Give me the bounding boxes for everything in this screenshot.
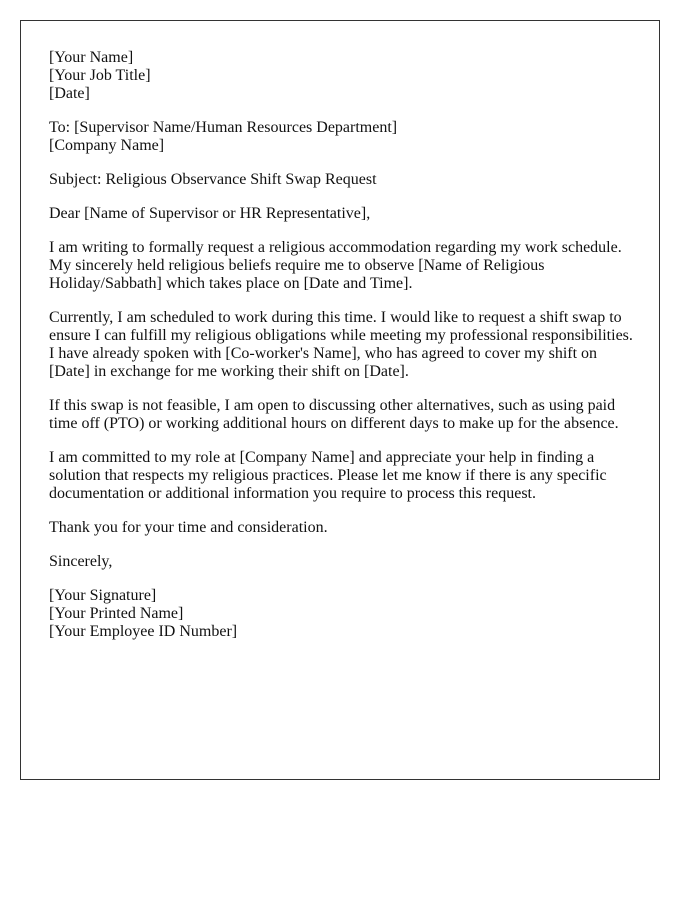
body-paragraph-commitment [49, 449, 631, 503]
recipient-company: [Company Name] [49, 137, 165, 154]
signature-placeholder: [Your Signature] [49, 587, 157, 604]
recipient-to: To: [Supervisor Name/Human Resources Department] [49, 119, 398, 136]
sender-date: [Date] [49, 85, 90, 102]
paragraph-line: Thank you for your time and consideration. [49, 519, 328, 536]
closing-text: Sincerely, [49, 553, 113, 570]
subject-line [49, 171, 631, 189]
sender-block [49, 49, 631, 103]
paragraph-line: [Date] in exchange for me working their shift on [Date]. [49, 363, 409, 380]
recipient-block [49, 119, 631, 155]
paragraph-line: ensure I can fulfill my religious obligations while meeting my professional responsibilities. [49, 327, 633, 344]
sender-job-title: [Your Job Title] [49, 67, 151, 84]
paragraph-line: solution that respects my religious practices. Please let me know if there is any specific [49, 467, 607, 484]
printed-name-placeholder: [Your Printed Name] [49, 605, 184, 622]
salutation-text: Dear [Name of Supervisor or HR Representative], [49, 205, 371, 222]
salutation [49, 205, 631, 223]
body-paragraph-request [49, 239, 631, 293]
body-paragraph-alternatives [49, 397, 631, 433]
paragraph-line: If this swap is not feasible, I am open to discussing other alternatives, such as using paid [49, 397, 616, 414]
closing [49, 553, 631, 571]
paragraph-line: Holiday/Sabbath] which takes place on [Date and Time]. [49, 275, 413, 292]
paragraph-line: I am committed to my role at [Company Name] and appreciate your help in finding a [49, 449, 595, 466]
sender-name: [Your Name] [49, 49, 134, 66]
letter-page [20, 20, 660, 780]
employee-id-placeholder: [Your Employee ID Number] [49, 623, 238, 640]
body-paragraph-thanks [49, 519, 631, 537]
paragraph-line: I am writing to formally request a religious accommodation regarding my work schedule. [49, 239, 622, 256]
paragraph-line: I have already spoken with [Co-worker's Name], who has agreed to cover my shift on [49, 345, 598, 362]
body-paragraph-shift-swap [49, 309, 631, 381]
signature-block [49, 587, 631, 641]
subject-text: Subject: Religious Observance Shift Swap Request [49, 171, 377, 188]
paragraph-line: time off (PTO) or working additional hours on different days to make up for the absence. [49, 415, 619, 432]
paragraph-line: Currently, I am scheduled to work during this time. I would like to request a shift swap to [49, 309, 622, 326]
paragraph-line: documentation or additional information you require to process this request. [49, 485, 536, 502]
paragraph-line: My sincerely held religious beliefs require me to observe [Name of Religious [49, 257, 545, 274]
